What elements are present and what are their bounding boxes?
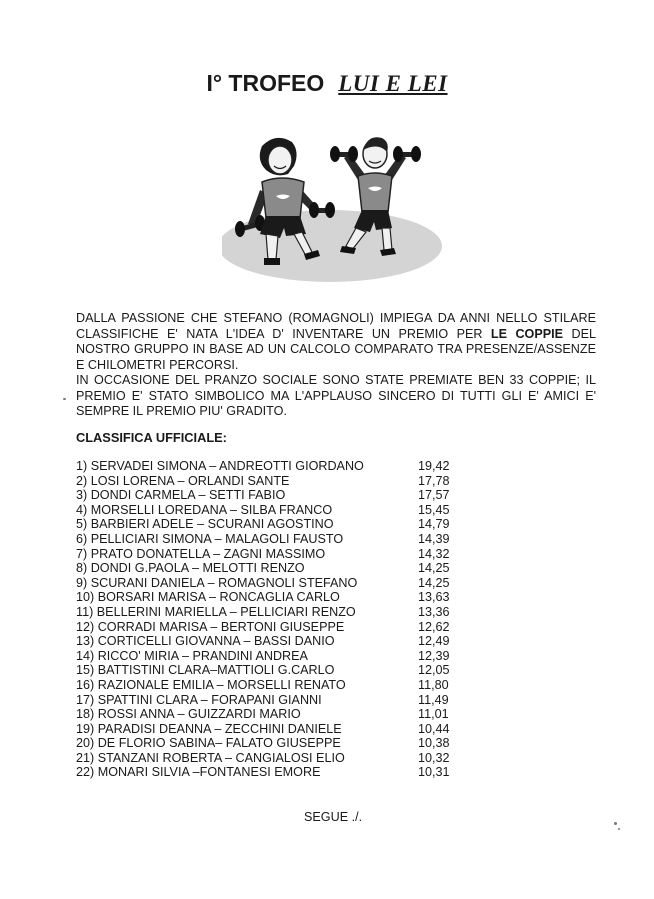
ranking-couple: 3) DONDI CARMELA – SETTI FABIO <box>76 488 286 503</box>
ranking-score: 13,36 <box>418 604 450 619</box>
title-italic: LUI E LEI <box>338 71 448 96</box>
ranking-score: 13,63 <box>418 590 450 605</box>
ranking-score: 14,25 <box>418 575 450 590</box>
ranking-couple: 11) BELLERINI MARIELLA – PELLICIARI RENZO <box>76 604 356 619</box>
intro-paragraph-2: IN OCCASIONE DEL PRANZO SOCIALE SONO STATE PREMIATE BEN 33 COPPIE; IL PREMIO E' STATO SIMBOLICO MA L'APPLAUSO SINCERO DI TUTTI GLI E' AMICI E' SEMPRE IL PREMIO PIU' GRADITO. <box>76 373 596 418</box>
intro-p1-bold: LE COPPIE <box>490 326 564 341</box>
ranking-couple: 18) ROSSI ANNA – GUIZZARDI MARIO <box>76 707 301 722</box>
ranking-score: 12,39 <box>418 648 450 663</box>
ranking-score: 10,38 <box>418 736 450 751</box>
scan-speck <box>63 398 66 400</box>
ranking-score: 11,49 <box>418 692 449 707</box>
ranking-row <box>76 517 476 532</box>
ranking-row <box>76 751 476 766</box>
ranking-row <box>76 707 476 722</box>
ranking-score: 15,45 <box>418 502 450 517</box>
continued-note: SEGUE ./. <box>304 810 363 824</box>
ranking-couple: 17) SPATTINI CLARA – FORAPANI GIANNI <box>76 692 322 707</box>
ranking-couple: 10) BORSARI MARISA – RONCAGLIA CARLO <box>76 590 340 605</box>
ranking-couple: 7) PRATO DONATELLA – ZAGNI MASSIMO <box>76 546 326 561</box>
ranking-couple: 4) MORSELLI LOREDANA – SILBA FRANCO <box>76 502 333 517</box>
ranking-score: 14,25 <box>418 561 450 576</box>
ranking-couple: 12) CORRADI MARISA – BERTONI GIUSEPPE <box>76 619 345 634</box>
intro-paragraph-1 <box>76 311 596 373</box>
ranking-row <box>76 503 476 518</box>
title-main: I° TROFEO <box>206 70 325 96</box>
page-title <box>0 70 654 97</box>
ranking-row <box>76 736 476 751</box>
ranking-row <box>76 474 476 489</box>
ranking-score: 14,39 <box>418 531 450 546</box>
ranking-score: 14,79 <box>418 517 450 532</box>
ranking-row <box>76 488 476 503</box>
ranking-couple: 20) DE FLORIO SABINA– FALATO GIUSEPPE <box>76 736 341 751</box>
ranking-couple: 15) BATTISTINI CLARA–MATTIOLI G.CARLO <box>76 663 335 678</box>
ranking-score: 12,49 <box>418 634 450 649</box>
intro-p1-after: DEL NOSTRO GRUPPO IN BASE AD UN CALCOLO COMPARATO TRA PRESENZE/ASSENZE E CHILOMETRI PERCORSI. <box>76 326 597 372</box>
ranking-score: 10,44 <box>418 721 450 736</box>
ranking-row <box>76 634 476 649</box>
couple-with-dumbbells-illustration <box>222 128 442 288</box>
ranking-row <box>76 459 476 474</box>
ranking-couple: 21) STANZANI ROBERTA – CANGIALOSI ELIO <box>76 750 345 765</box>
ranking-couple: 16) RAZIONALE EMILIA – MORSELLI RENATO <box>76 677 346 692</box>
ranking-row <box>76 649 476 664</box>
ranking-list <box>76 459 476 780</box>
ranking-score: 12,62 <box>418 619 450 634</box>
ranking-couple: 13) CORTICELLI GIOVANNA – BASSI DANIO <box>76 634 335 649</box>
ranking-couple: 2) LOSI LORENA – ORLANDI SANTE <box>76 473 290 488</box>
ranking-row <box>76 576 476 591</box>
scan-speck <box>618 828 620 830</box>
ranking-couple: 1) SERVADEI SIMONA – ANDREOTTI GIORDANO <box>76 459 364 473</box>
ranking-row <box>76 663 476 678</box>
ranking-score: 10,32 <box>418 750 450 765</box>
ranking-row <box>76 590 476 605</box>
ranking-couple: 8) DONDI G.PAOLA – MELOTTI RENZO <box>76 561 305 576</box>
ranking-row <box>76 693 476 708</box>
scan-speck <box>614 822 617 825</box>
ranking-score: 14,32 <box>418 546 450 561</box>
ranking-row <box>76 765 476 780</box>
ranking-couple: 19) PARADISI DEANNA – ZECCHINI DANIELE <box>76 721 342 736</box>
ranking-row <box>76 532 476 547</box>
ranking-couple: 14) RICCO' MIRIA – PRANDINI ANDREA <box>76 648 308 663</box>
intro-p1-before: DALLA PASSIONE CHE STEFANO (ROMAGNOLI) IMPIEGA DA ANNI NELLO STILARE CLASSIFICHE E' NATA L'IDEA D' INVENTARE UN PREMIO PER <box>76 311 596 341</box>
ranking-score: 19,42 <box>418 459 450 473</box>
ranking-row <box>76 547 476 562</box>
ranking-heading: CLASSIFICA UFFICIALE: <box>76 430 227 445</box>
intro-text <box>76 311 596 420</box>
ranking-couple: 22) MONARI SILVIA –FONTANESI EMORE <box>76 765 321 780</box>
ranking-couple: 9) SCURANI DANIELA – ROMAGNOLI STEFANO <box>76 575 358 590</box>
ranking-row <box>76 678 476 693</box>
ranking-row <box>76 620 476 635</box>
ranking-couple: 6) PELLICIARI SIMONA – MALAGOLI FAUSTO <box>76 531 344 546</box>
ranking-couple: 5) BARBIERI ADELE – SCURANI AGOSTINO <box>76 517 334 532</box>
ranking-score: 12,05 <box>418 663 450 678</box>
ranking-score: 10,31 <box>418 765 450 780</box>
ranking-row <box>76 605 476 620</box>
ranking-row <box>76 722 476 737</box>
ranking-score: 17,57 <box>418 488 450 503</box>
ranking-score: 11,80 <box>418 677 449 692</box>
ranking-row <box>76 561 476 576</box>
ranking-score: 17,78 <box>418 473 450 488</box>
ranking-score: 11,01 <box>418 707 449 722</box>
